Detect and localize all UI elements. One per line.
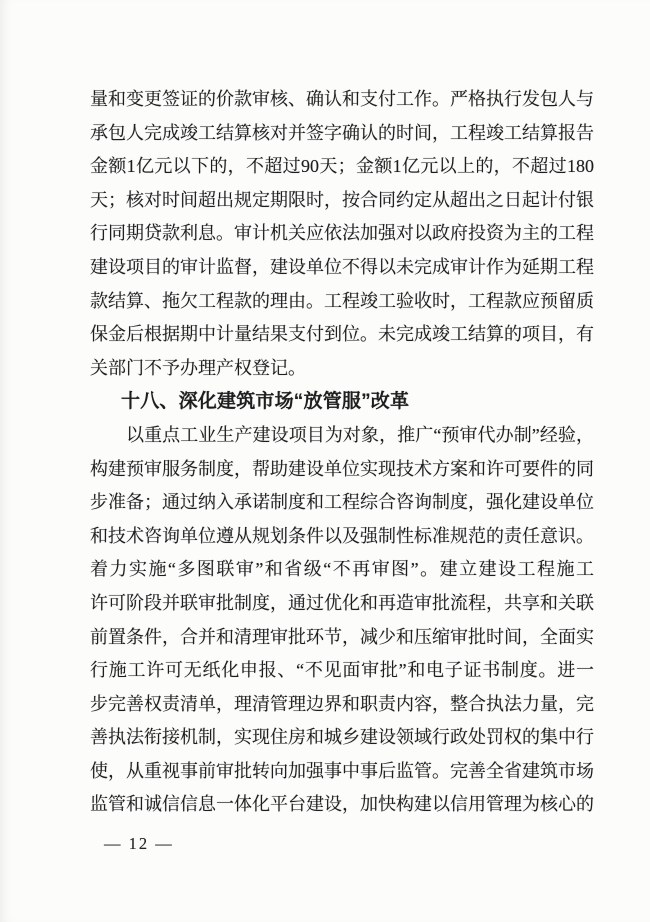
text-line: 构建预审服务制度，帮助建设单位实现技术方案和许可要件的同 xyxy=(90,458,594,479)
text-line: 监管和诚信信息一体化平台建设，加快构建以信用管理为核心的 xyxy=(90,794,594,815)
text-line: 以重点工业生产建设项目为对象，推广“预审代办制”经验， xyxy=(126,424,594,445)
text-line: 使，从重视事前审批转向加强事中事后监管。完善全省建筑市场 xyxy=(90,760,594,781)
text-line: 行施工许可无纸化申报、“不见面审批”和电子证书制度。进一 xyxy=(90,660,594,681)
section-heading-18: 十八、深化建筑市场“放管服”改革 xyxy=(121,391,410,413)
text-line: 步完善权责清单，理清管理边界和职责内容，整合执法力量，完 xyxy=(90,693,594,714)
text-line: 天；核对时间超出规定期限时，按合同约定从超出之日起计付银 xyxy=(90,189,594,210)
text-line: 和技术咨询单位遵从规划条件以及强制性标准规范的责任意识。 xyxy=(90,525,594,546)
text-line: 着力实施“多图联审”和省级“不再审图”。建立建设工程施工 xyxy=(90,559,594,580)
text-line: 步准备；通过纳入承诺制度和工程综合咨询制度，强化建设单位 xyxy=(90,492,594,513)
text-line: 量和变更签证的价款审核、确认和支付工作。严格执行发包人与 xyxy=(90,89,594,109)
text-line: 前置条件，合并和清理审批环节，减少和压缩审批时间，全面实 xyxy=(90,626,594,647)
text-block xyxy=(90,83,594,822)
text-line: 保金后根据期中计量结果支付到位。未完成竣工结算的项目，有 xyxy=(90,324,594,345)
text-line: 许可阶段并联审批制度，通过优化和再造审批流程，共享和关联 xyxy=(90,592,594,613)
text-line: 款结算、拖欠工程款的理由。工程竣工验收时，工程款应预留质 xyxy=(90,290,594,311)
text-line: 承包人完成竣工结算核对并签字确认的时间，工程竣工结算报告 xyxy=(90,122,594,143)
text-line: 建设项目的审计监督，建设单位不得以未完成审计作为延期工程 xyxy=(90,256,594,277)
text-line: 善执法衔接机制，实现住房和城乡建设领域行政处罚权的集中行 xyxy=(90,727,594,748)
text-line: 行同期贷款利息。审计机关应依法加强对以政府投资为主的工程 xyxy=(90,223,594,244)
page-number: — 12 — xyxy=(104,834,174,853)
text-line: 金额1亿元以下的，不超过90天；金额1亿元以上的，不超过180 xyxy=(90,156,594,177)
text-line: 关部门不予办理产权登记。 xyxy=(90,357,306,378)
